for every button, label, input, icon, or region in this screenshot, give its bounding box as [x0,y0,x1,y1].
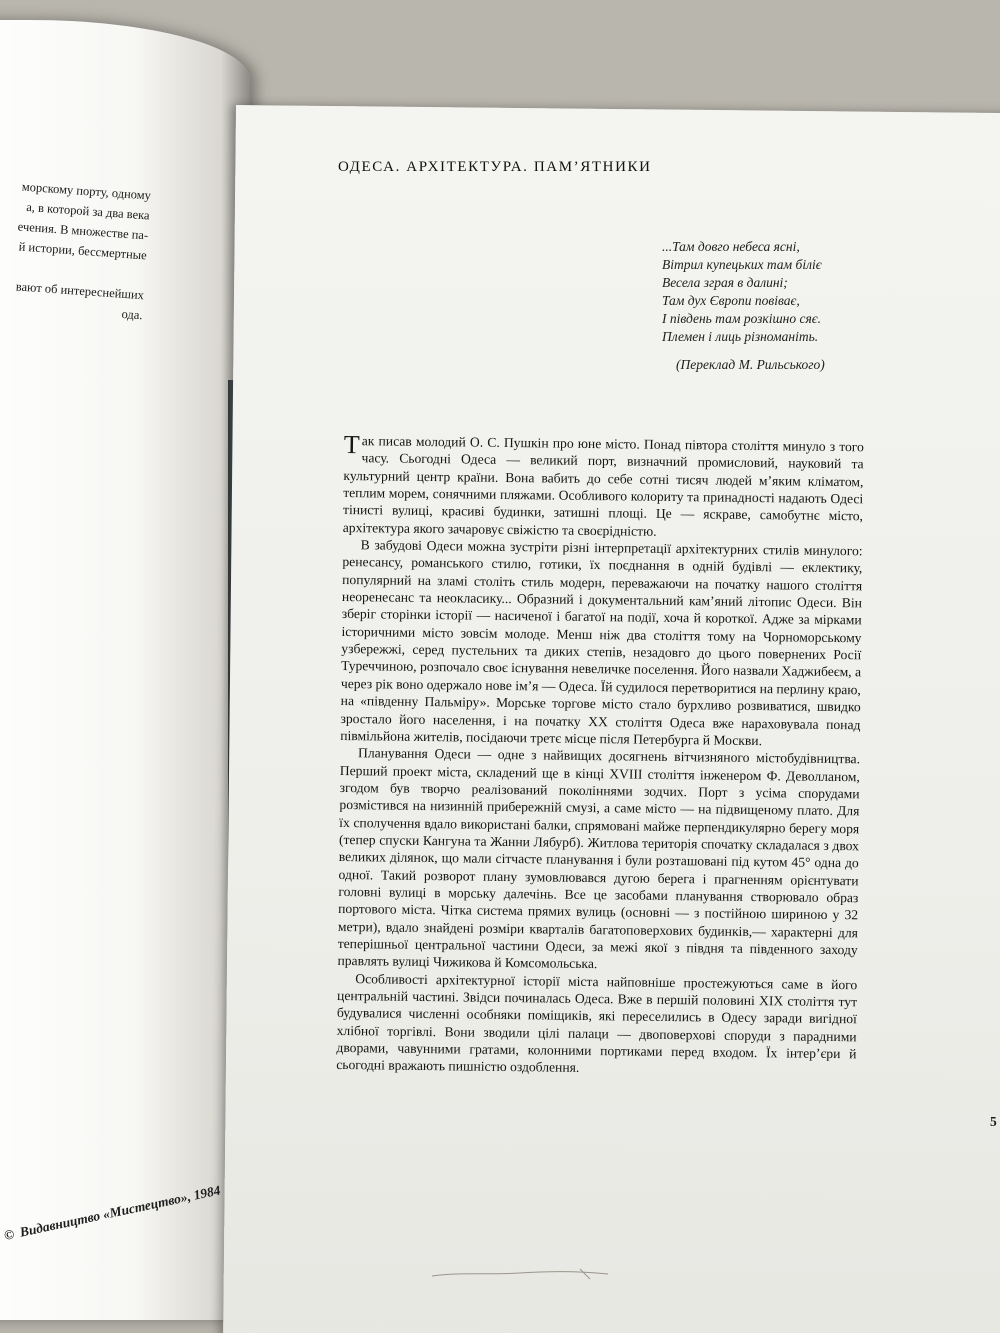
poem-line: І південь там розкішно сяє. [662,311,822,326]
paragraph: Особливості архітектурної історії міста найповніше простежуються саме в його центральній частині. Звідси починалась Одеса. Вже в першій половині XIX століття тут будувалися численні особняки поміщиків, які переселились в Одесу заради вигідної хлібної торгівлі. Вони зводили цілі палаци — двоповерхові споруди з парадними дворами, чавунними гратами, колонними портиками перед входом. Їх інтер’єри й сьогодні вражають пишністю оздоблення. [336,970,858,1076]
left-line: морскому порту, одному [21,179,152,203]
poem-line: Весела зграя в далині; [662,275,788,290]
left-line: а, в которой за два века [25,199,151,223]
translation-credit: (Переклад М. Рильського) [676,357,825,372]
left-page-text [0,175,152,325]
page-number: 5 [990,1114,997,1129]
epigraph-poem [662,238,902,374]
paragraph-text: ак писав молодий О. С. Пушкін про юне місто. Понад півтора століття минуло з того часу. Сьогодні Одеса — великий порт, визначний промисловий, науковий та культурний центр країни. Вона вабить до себе сотні тисяч людей м’яким кліматом, теплим морем, сонячними пляжами. Особливого колориту та принадності надають Одесі тінисті вулиці, красиві будинки, затишні площі. Це — яскраве, самобутнє місто, архітектура якого зачаровує свіжістю та своєрідністю. [342,433,864,539]
pencil-mark [430,1266,610,1282]
left-line: вают об интереснейших [15,279,145,303]
poem-line: Там дух Європи повіває, [662,293,800,308]
paragraph [343,432,864,542]
poem-line: ...Там довго небеса ясні, [662,239,800,254]
body-text [336,432,864,1080]
left-line: й истории, бессмертные [18,239,148,263]
left-line: ода. [121,306,144,323]
drop-cap: Т [343,430,360,460]
copyright-icon: © [2,1226,16,1244]
copyright-text: Видавництво «Мистецтво», 1984 [18,1182,222,1240]
show-through-shadow [115,325,134,394]
page-title: ОДЕСА. АРХІТЕКТУРА. ПАМ’ЯТНИКИ [338,159,652,175]
paragraph: В забудові Одеси можна зустріти різні інтерпретації архітектурних стилів минулого: ренесансу, романського стилю, готики, їх поєднання в одній будівлі — еклектику, популярний на зламі століть стиль модерн, переважаючи на початку нашого століття неоренесанс та неокласику... Образний і документальний кам’яний літопис Одеси. Він зберіг сторінки історії — насиченої і багатої на події, хоча й короткої. Адже за мірками історичними місто зовсім молоде. Менш ніж два століття тому на Чорноморському узбережжі, серед пустельних та диких степів, незадовго до цього повернених Росії Туреччиною, розпочало своє існування невеличке поселення. Його назвали Хаджибеєм, а через рік воно одержало нове ім’я — Одеса. Їй судилося перетворитися на перлину краю, на «південну Пальміру». Морське торгове місто стало бурхливо розвиватися, швидко зростало його населення, і на початку XX століття Одеса вже нараховувала понад півмільйона жителів, посідаючи третє місце після Петербурга й Москви. [340,537,863,748]
left-line: ечения. В множестве па- [17,219,149,243]
poem-line: Племен і лиць різноманіть. [662,329,819,344]
poem-line: Вітрил купецьких там біліє [662,257,822,272]
paragraph: Планування Одеси — одне з найвищих досягнень вітчизняного містобудівництва. Перший проект міста, складений ще в кінці XVIII століття інженером Ф. Деволланом, згодом був творчо реалізований поколіннями зодчих. Порт з усіма спорудами розмістився на низинній прибережній смузі, а саме місто — на підвищеному плато. Для їх сполучення вдало використані балки, спрямовані майже перпендикулярно берегу моря (тепер спуски Кангуна та Жанни Лябурб). Житлова територія спочатку складалася з двох великих ділянок, що мали сітчасте планування і були розташовані під кутом 45° одна до одної. Такий розворот плану зумовлювався дугою берега і прагненням орієнтувати головні вулиці в морську далечінь. Все це засобами планування створювало образ портового міста. Чітка система прямих вулиць (основні — з постійною шириною у 32 метри), вдало знайдені розміри кварталів багатоповерхових будинків,— характерні для теперішньої центральної частини Одеси, за межі якої з півдня та південного заходу правлять вулиці Чижикова й Комсомольська. [337,745,861,972]
